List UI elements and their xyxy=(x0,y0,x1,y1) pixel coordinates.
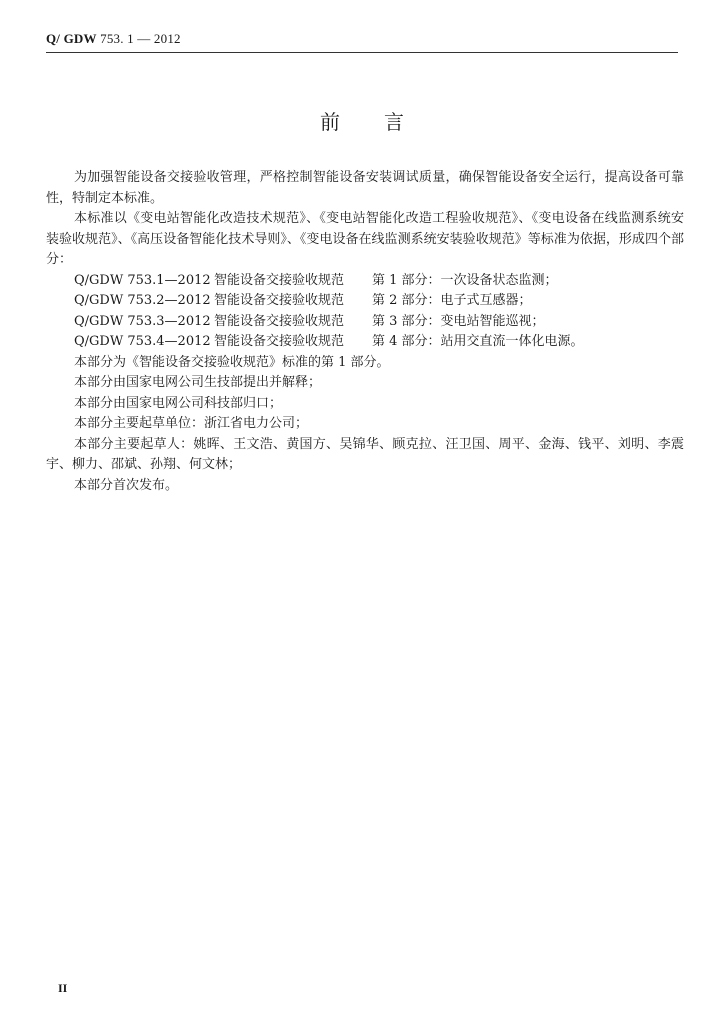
page-number: II xyxy=(58,981,68,995)
standard-part-2 xyxy=(46,291,684,312)
standard-name: 智能设备交接验收规范 xyxy=(214,272,345,288)
statement-drafters: 本部分主要起草人：姚晖、王文浩、黄国方、吴锦华、顾克拉、汪卫国、周平、金海、钱平、刘明、李震宇、柳力、邵斌、孙翔、何文林； xyxy=(46,436,684,472)
standard-part: 第 1 部分：一次设备状态监测； xyxy=(372,272,558,288)
standard-part: 第 4 部分：站用交直流一体化电源。 xyxy=(372,334,584,349)
document-code-number: 753. 1 — 2012 xyxy=(96,31,181,46)
standard-code: Q/GDW 753.3—2012 xyxy=(74,313,211,329)
standard-part: 第 3 部分：变电站智能巡视； xyxy=(372,313,545,329)
standard-part-4 xyxy=(46,332,684,353)
statement-proposer: 本部分由国家电网公司生技部提出并解释； xyxy=(74,375,322,390)
statement-drafting-unit: 本部分主要起草单位：浙江省电力公司； xyxy=(74,416,309,431)
foreword-body xyxy=(46,168,684,496)
paragraph-purpose: 为加强智能设备交接验收管理，严格控制智能设备安装调试质量，确保智能设备安全运行，提高设备可靠性，特制定本标准。 xyxy=(46,170,684,206)
document-code xyxy=(46,31,181,47)
statement-scope: 本部分为《智能设备交接验收规范》标准的第 1 部分。 xyxy=(74,354,390,370)
standard-name: 智能设备交接验收规范 xyxy=(214,313,345,329)
paragraph-basis: 本标准以《变电站智能化改造技术规范》、《变电站智能化改造工程验收规范》、《变电设备在线监测系统安装验收规范》、《高压设备智能化技术导则》、《变电设备在线监测系统安装验收规范》等标准为依据，形成四个部分： xyxy=(46,211,684,267)
standard-part: 第 2 部分：电子式互感器； xyxy=(372,293,532,308)
statement-first-release: 本部分首次发布。 xyxy=(74,477,179,493)
standard-code: Q/GDW 753.2—2012 xyxy=(74,293,211,308)
page-title: 前言 xyxy=(320,110,448,134)
document-code-prefix: Q/ GDW xyxy=(46,31,97,46)
standard-code: Q/GDW 753.1—2012 xyxy=(74,272,211,288)
standard-name: 智能设备交接验收规范 xyxy=(214,293,345,308)
standard-part-1 xyxy=(46,271,684,292)
standard-name: 智能设备交接验收规范 xyxy=(214,334,345,349)
standard-part-3 xyxy=(46,312,684,333)
statement-administrator: 本部分由国家电网公司科技部归口； xyxy=(74,395,283,411)
standard-code: Q/GDW 753.4—2012 xyxy=(74,334,211,349)
header-divider xyxy=(46,52,678,53)
